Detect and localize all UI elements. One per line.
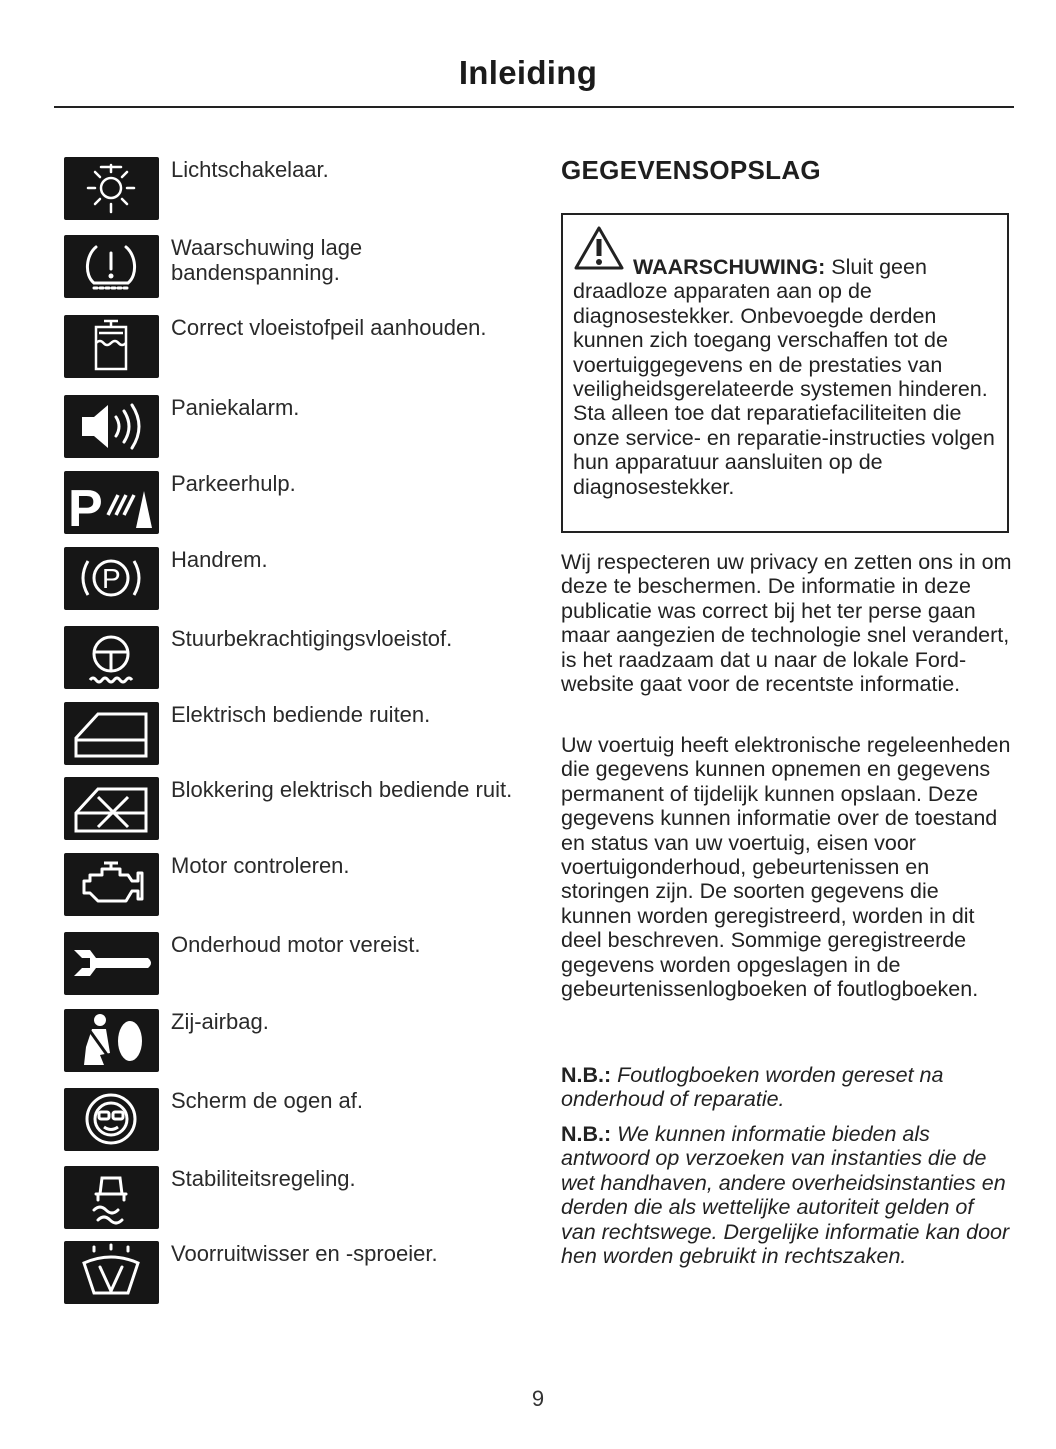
symbol-label: Blokkering elektrisch bediende ruit. <box>171 777 513 802</box>
symbol-label: Onderhoud motor vereist. <box>171 932 421 957</box>
symbol-label: Motor controleren. <box>171 853 350 878</box>
stability-control-icon <box>64 1166 159 1229</box>
title-divider <box>54 106 1014 108</box>
parking-brake-icon <box>64 547 159 610</box>
warning-text <box>573 255 1003 499</box>
svg-text:P: P <box>68 480 103 534</box>
panic-alarm-icon <box>64 395 159 458</box>
parking-aid-icon <box>64 471 159 534</box>
note-text: Foutlogboeken worden gereset na onderhoud of reparatie. <box>561 1063 944 1112</box>
symbol-label: Waarschuwing lage bandenspanning. <box>171 235 363 285</box>
note-text: We kunnen informatie bieden als antwoord op verzoeken van instanties die de wet handhaven, andere overheidsinstanties en derden die als wettelijke autoriteit gelden of van rechtswege. Dergelijke informatie kan door hen worden gebruikt in rechtszaken. <box>561 1122 1010 1269</box>
page-number: 9 <box>531 1386 545 1411</box>
data-recording-paragraph: Uw voertuig heeft elektronische regeleenheden die gegevens kunnen opnemen en gegevens permanent of tijdelijk kunnen opslaan. Deze gegevens kunnen informatie over de toestand en status van uw voertuig, eisen voor voertuigonderhoud, gebeurtenissen en storingen zijn. De soorten gegevens die kunnen worden geregistreerd, worden in dit deel beschreven. Sommige geregistreerde gegevens worden opgeslagen in de gebeurtenissenlogboeken of foutlogboeken. <box>561 733 1011 1002</box>
eye-protection-icon <box>64 1088 159 1151</box>
note <box>561 1122 1013 1268</box>
warning-box <box>561 213 1009 533</box>
section-heading: GEGEVENSOPSLAG <box>561 155 821 185</box>
engine-service-wrench-icon <box>64 932 159 995</box>
symbol-label: Voorruitwisser en -sproeier. <box>171 1241 438 1266</box>
svg-text:P: P <box>102 563 121 594</box>
side-airbag-icon <box>64 1009 159 1072</box>
note-label: N.B.: <box>561 1122 612 1146</box>
check-engine-icon <box>64 853 159 916</box>
symbol-label: Scherm de ogen af. <box>171 1088 364 1113</box>
page-title: Inleiding <box>458 54 598 91</box>
symbol-label: Elektrisch bediende ruiten. <box>171 702 431 727</box>
symbol-label: Zij-airbag. <box>171 1009 269 1034</box>
tire-pressure-warning-icon <box>64 235 159 298</box>
warning-label: WAARSCHUWING: <box>633 255 826 279</box>
symbol-label: Paniekalarm. <box>171 395 300 420</box>
light-switch-icon <box>64 157 159 220</box>
note-label: N.B.: <box>561 1063 612 1087</box>
symbol-label: Handrem. <box>171 547 268 572</box>
symbol-label: Stuurbekrachtigingsvloeistof. <box>171 626 453 651</box>
power-steering-fluid-icon <box>64 626 159 689</box>
privacy-paragraph: Wij respecteren uw privacy en zetten ons in om deze te beschermen. De informatie in deze publicatie was correct bij het ter perse gaan maar aangezien de technologie snel verandert, is het raadzaam dat u naar de lokale Ford-website gaat voor de recentste informatie. <box>561 550 1012 697</box>
symbol-label: Parkeerhulp. <box>171 471 296 496</box>
symbol-label: Correct vloeistofpeil aanhouden. <box>171 315 487 340</box>
note <box>561 1063 1013 1112</box>
window-lock-icon <box>64 777 159 840</box>
fluid-level-icon <box>64 315 159 378</box>
symbol-label: Lichtschakelaar. <box>171 157 329 182</box>
power-window-icon <box>64 702 159 765</box>
windshield-wiper-washer-icon <box>64 1241 159 1304</box>
symbol-label: Stabiliteitsregeling. <box>171 1166 356 1191</box>
warning-body: Sluit geen draadloze apparaten aan op de diagnosestekker. Onbevoegde derden kunnen zich toegang verschaffen tot de voertuiggegevens en de prestaties van veiligheidsgerelateerde systemen hinderen. Sta alleen toe dat reparatiefaciliteiten die onze service- en reparatie-instructies volgen hun apparatuur aansluiten op de diagnosestekker. <box>573 255 995 499</box>
